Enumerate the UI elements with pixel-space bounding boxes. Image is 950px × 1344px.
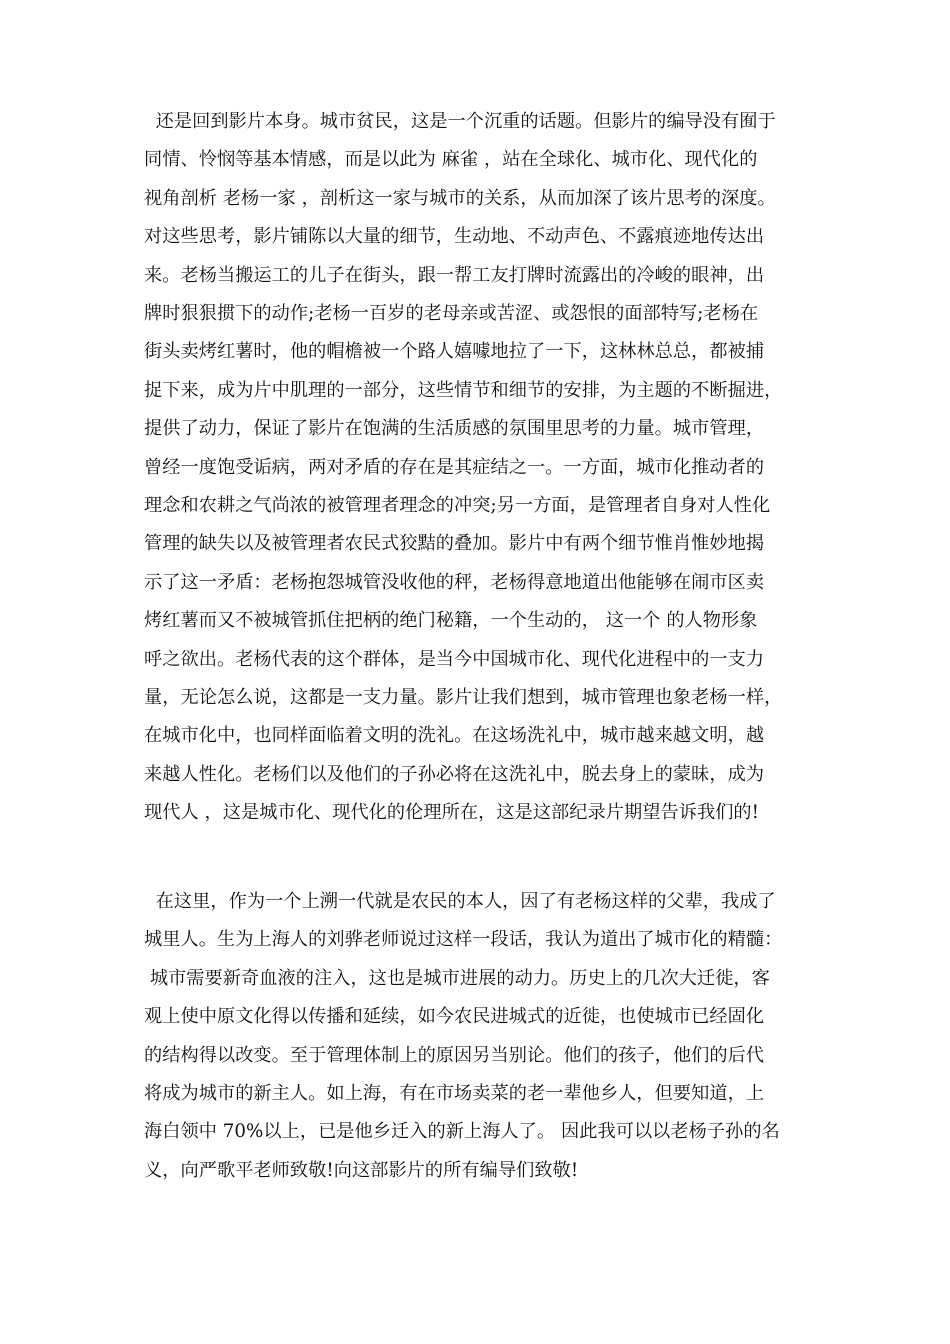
text-line: 在这里，作为一个上溯一代就是农民的本人，因了有老杨这样的父辈，我成了 bbox=[144, 891, 776, 912]
text-line: 街头卖烤红薯时，他的帽檐被一个路人嬉噱地拉了一下，这林林总总，都被捕 bbox=[144, 341, 765, 363]
text-line: 烤红薯而又不被城管抓住把柄的绝门秘籍，一个生动的， 这一个 的人物形象 bbox=[144, 610, 758, 632]
text-line: 捉下来，成为片中肌理的一部分，这些情节和细节的安排，为主题的不断掘进， bbox=[144, 379, 783, 401]
text-line: 来。老杨当搬运工的儿子在街头，跟一帮工友打牌时流露出的冷峻的眼神，出 bbox=[144, 264, 765, 286]
text-line: 视角剖析 老杨一家 ，剖析这一家与城市的关系，从而加深了该片思考的深度。 bbox=[144, 187, 776, 209]
text-line: 对这些思考，影片铺陈以大量的细节，生动地、不动声色、不露痕迹地传达出 bbox=[144, 226, 765, 248]
text-line: 曾经一度饱受诟病，两对矛盾的存在是其症结之一。一方面，城市化推动者的 bbox=[144, 456, 765, 478]
text-line: 将成为城市的新主人。如上海，有在市场卖菜的老一辈他乡人，但要知道，上 bbox=[144, 1083, 765, 1104]
text-line: 牌时狠狠掼下的动作;老杨一百岁的老母亲或苦涩、或怨恨的面部特写;老杨在 bbox=[144, 303, 759, 324]
text-line: 的结构得以改变。至于管理体制上的原因另当别论。他们的孩子，他们的后代 bbox=[144, 1044, 765, 1066]
text-line: 提供了动力，保证了影片在饱满的生活质感的氛围里思考的力量。城市管理， bbox=[144, 418, 765, 440]
text-line: 海白领中 70%以上，已是他乡迁入的新上海人了。 因此我可以以老杨子孙的名 bbox=[144, 1121, 780, 1143]
text-line: 义，向严歌平老师致敬!向这部影片的所有编导们致敬! bbox=[144, 1159, 579, 1181]
text-line: 理念和农耕之气尚浓的被管理者理念的冲突;另一方面，是管理者自身对人性化 bbox=[144, 495, 771, 516]
text-line: 同情、怜悯等基本情感，而是以此为 麻雀 ，站在全球化、城市化、现代化的 bbox=[144, 149, 758, 171]
text-line: 观上使中原文化得以传播和延续，如今农民进城式的近徙，也使城市已经固化 bbox=[144, 1006, 765, 1028]
text-line: 现代人 ，这是城市化、现代化的伦理所在，这是这部纪录片期望告诉我们的! bbox=[144, 802, 760, 824]
text-line: 在城市化中，也同样面临着文明的洗礼。在这场洗礼中，城市越来越文明，越 bbox=[144, 725, 765, 747]
text-line: 城里人。生为上海人的刘骅老师说过这样一段话，我认为道出了城市化的精髓： bbox=[144, 929, 783, 951]
text-line: 量，无论怎么说，这都是一支力量。影片让我们想到，城市管理也象老杨一样， bbox=[144, 687, 783, 708]
text-line: 管理的缺失以及被管理者农民式狡黠的叠加。影片中有两个细节惟肖惟妙地揭 bbox=[144, 533, 765, 555]
text-line: 呼之欲出。老杨代表的这个群体，是当今中国城市化、现代化进程中的一支力 bbox=[144, 648, 765, 670]
text-line: 示了这一矛盾：老杨抱怨城管没收他的秤，老杨得意地道出他能够在闹市区卖 bbox=[144, 571, 765, 593]
text-line: 城市需要新奇血液的注入，这也是城市进展的动力。历史上的几次大迁徙，客 bbox=[144, 967, 770, 989]
text-line: 还是回到影片本身。城市贫民，这是一个沉重的话题。但影片的编导没有囿于 bbox=[144, 111, 776, 132]
text-line: 来越人性化。老杨们以及他们的子孙必将在这洗礼中，脱去身上的蒙昧，成为 bbox=[144, 763, 765, 785]
